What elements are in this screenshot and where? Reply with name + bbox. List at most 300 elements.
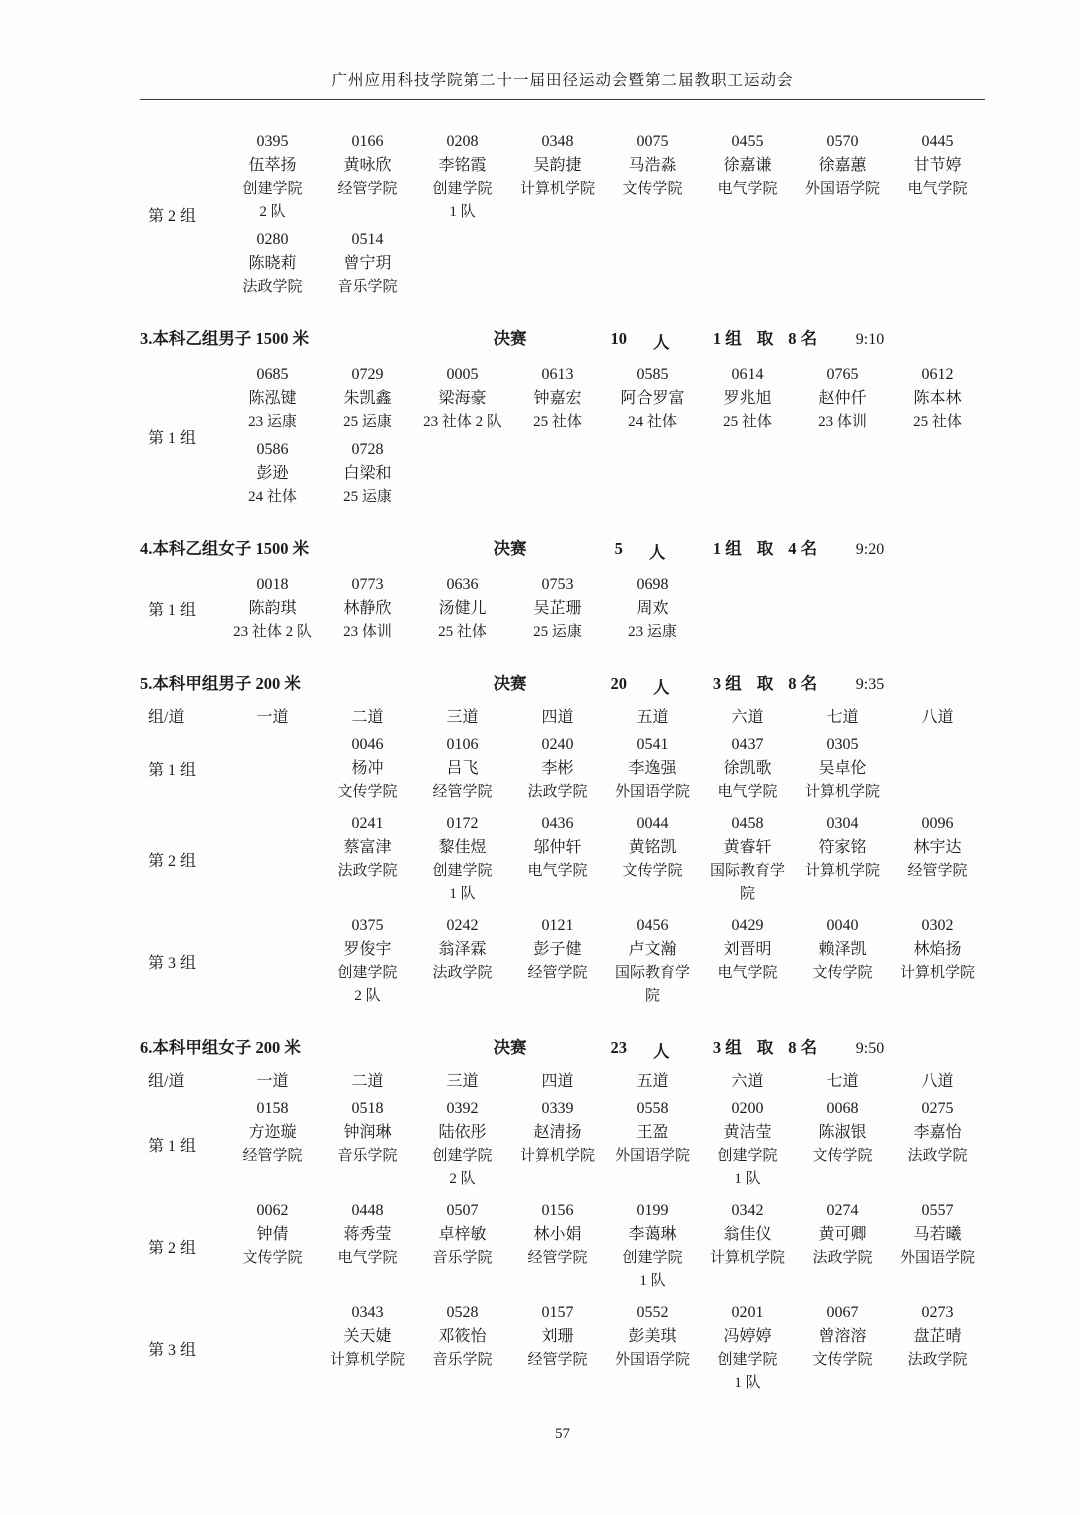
group-label: 第 2 组 — [148, 1239, 197, 1257]
athlete-team: 计算机学院 — [519, 1148, 595, 1164]
entry-cell — [605, 1301, 700, 1372]
bib-number: 0040 — [826, 917, 859, 934]
entry-cell — [510, 1301, 605, 1372]
competitor-group — [140, 359, 985, 513]
entry-cell — [415, 573, 510, 644]
bib-number: 0698 — [636, 576, 669, 593]
group-rows — [225, 569, 985, 648]
athlete-count-block — [590, 329, 690, 353]
lane-header: 四道 — [541, 1073, 574, 1090]
athlete-name: 徐凯歌 — [723, 760, 772, 777]
bib-number: 0585 — [636, 366, 669, 383]
athlete-name: 李蔼琳 — [628, 1226, 677, 1243]
athlete-team: 国际教育学院 — [614, 965, 690, 1004]
entry-cell — [510, 812, 605, 883]
lane-corner-label: 组/道 — [148, 709, 185, 726]
athlete-name: 周欢 — [636, 600, 669, 617]
athlete-team: 25 社体 — [533, 414, 582, 430]
athlete-name: 方迩璇 — [248, 1124, 297, 1141]
athlete-team: 25 运康 — [343, 414, 392, 430]
entry-cell — [890, 1097, 985, 1168]
entry-cell — [700, 1301, 795, 1395]
group-count: 1 组 — [712, 539, 742, 558]
entry-cell — [795, 130, 890, 201]
athlete-count: 5 — [614, 539, 623, 558]
bib-number: 0342 — [731, 1202, 764, 1219]
lane-header: 一道 — [256, 709, 289, 726]
athlete-team: 法政学院 — [242, 279, 303, 295]
athlete-team: 音乐学院 — [337, 1148, 398, 1164]
event-title: 6.本科甲组女子 200 米 — [140, 1038, 301, 1057]
start-time: 9:10 — [855, 331, 885, 348]
count-unit: 人 — [653, 333, 670, 352]
athlete-team: 计算机学院 — [899, 965, 975, 981]
athlete-team: 24 社体 — [628, 414, 677, 430]
lane-header: 二道 — [351, 709, 384, 726]
athlete-team: 电气学院 — [717, 181, 778, 197]
bib-number: 0436 — [541, 815, 574, 832]
entry-cell — [890, 914, 985, 985]
athlete-name: 钟嘉宏 — [533, 390, 582, 407]
athlete-name: 马若曦 — [913, 1226, 962, 1243]
competitor-group — [140, 1093, 985, 1195]
bib-number: 0458 — [731, 815, 764, 832]
lane-header-row — [140, 704, 985, 727]
athlete-team: 计算机学院 — [519, 181, 595, 197]
entry-cell — [795, 914, 890, 985]
bib-number: 0156 — [541, 1202, 574, 1219]
group-rows — [225, 910, 985, 1012]
athlete-team: 文传学院 — [622, 181, 683, 197]
athlete-team: 文传学院 — [622, 863, 683, 879]
event-meta — [140, 325, 985, 353]
athlete-team: 创建学院 1 队 — [432, 863, 493, 902]
athlete-team: 经管学院 — [527, 1250, 588, 1266]
athlete-team: 电气学院 — [907, 181, 968, 197]
take-label: 取 — [756, 674, 774, 693]
bib-number: 0395 — [256, 133, 289, 150]
bib-number: 0765 — [826, 366, 859, 383]
entry-cell — [225, 438, 320, 509]
bib-number: 0586 — [256, 441, 289, 458]
bib-number: 0558 — [636, 1100, 669, 1117]
entry-cell — [320, 812, 415, 883]
entry-row — [225, 914, 985, 1008]
entry-cell — [795, 1199, 890, 1270]
bib-number: 0437 — [731, 736, 764, 753]
athlete-count: 20 — [610, 674, 627, 693]
entry-cell — [415, 1097, 510, 1191]
take-count: 8 名 — [788, 329, 818, 348]
athlete-count: 23 — [610, 1038, 627, 1057]
entry-cell — [605, 130, 700, 201]
count-unit: 人 — [653, 1042, 670, 1061]
athlete-name: 刘晋明 — [723, 941, 772, 958]
bib-number: 0753 — [541, 576, 574, 593]
athlete-name: 黄咏欣 — [343, 157, 392, 174]
competitor-group — [140, 569, 985, 648]
entry-row — [225, 1301, 985, 1395]
athlete-name: 伍萃扬 — [248, 157, 297, 174]
group-label: 第 1 组 — [148, 762, 197, 779]
entry-cell — [320, 228, 415, 299]
entry-row — [225, 228, 985, 299]
bib-number: 0241 — [351, 815, 384, 832]
bib-number: 0541 — [636, 736, 669, 753]
entry-cell — [605, 573, 700, 644]
competitor-group — [140, 1195, 985, 1297]
entry-cell — [700, 130, 795, 201]
group-label: 第 1 组 — [148, 429, 197, 447]
group-count: 1 组 — [712, 329, 742, 348]
athlete-name: 李彬 — [541, 760, 574, 777]
entry-cell — [510, 914, 605, 985]
group-rows — [225, 729, 985, 808]
athlete-name: 盘芷晴 — [913, 1328, 962, 1345]
bib-number: 0429 — [731, 917, 764, 934]
bib-number: 0067 — [826, 1304, 859, 1321]
athlete-team: 外国语学院 — [804, 181, 880, 197]
bib-number: 0375 — [351, 917, 384, 934]
group-rows — [225, 1093, 985, 1195]
event-section — [140, 670, 985, 1012]
bib-number: 0518 — [351, 1100, 384, 1117]
start-time: 9:35 — [855, 676, 885, 693]
athlete-name: 白梁和 — [343, 465, 392, 482]
round-label: 决赛 — [493, 674, 527, 693]
entry-cell — [415, 130, 510, 224]
event-section — [140, 535, 985, 648]
entry-cell — [225, 573, 320, 644]
lane-header: 六道 — [731, 1073, 764, 1090]
take-count: 8 名 — [788, 1038, 818, 1057]
athlete-team: 外国语学院 — [614, 784, 690, 800]
group-label: 第 1 组 — [148, 1137, 197, 1155]
athlete-team: 24 社体 — [248, 489, 297, 505]
group-label: 第 2 组 — [148, 852, 197, 870]
bib-number: 0172 — [446, 815, 479, 832]
athlete-team: 23 社体 2 队 — [233, 624, 312, 640]
bib-number: 0240 — [541, 736, 574, 753]
athlete-name: 罗俊宇 — [343, 941, 392, 958]
entry-cell — [890, 812, 985, 883]
athlete-name: 吴卓伦 — [818, 760, 867, 777]
athlete-team: 外国语学院 — [614, 1148, 690, 1164]
competitor-group — [140, 126, 985, 303]
entry-cell — [415, 1301, 510, 1372]
athlete-team: 音乐学院 — [337, 279, 398, 295]
bib-number: 0614 — [731, 366, 764, 383]
bib-number: 0005 — [446, 366, 479, 383]
athlete-name: 朱凯鑫 — [343, 390, 392, 407]
bib-number: 0773 — [351, 576, 384, 593]
entry-row — [225, 573, 985, 644]
lane-header: 五道 — [636, 709, 669, 726]
athlete-name: 卢文瀚 — [628, 941, 677, 958]
athlete-name: 陈淑银 — [818, 1124, 867, 1141]
athlete-name: 林焰扬 — [913, 941, 962, 958]
entry-cell — [225, 130, 320, 224]
group-label: 第 3 组 — [148, 1341, 197, 1359]
athlete-count: 10 — [610, 329, 627, 348]
athlete-name: 吴韵捷 — [533, 157, 582, 174]
lane-header: 四道 — [541, 709, 574, 726]
bib-number: 0157 — [541, 1304, 574, 1321]
bib-number: 0636 — [446, 576, 479, 593]
group-take-block — [690, 1034, 840, 1058]
bib-number: 0199 — [636, 1202, 669, 1219]
athlete-name: 黄可卿 — [818, 1226, 867, 1243]
entry-cell — [510, 130, 605, 201]
athlete-name: 李逸强 — [628, 760, 677, 777]
bib-number: 0456 — [636, 917, 669, 934]
athlete-name: 林静欣 — [343, 600, 392, 617]
athlete-team: 电气学院 — [527, 863, 588, 879]
event-section — [140, 325, 985, 513]
athlete-name: 陈晓莉 — [248, 255, 297, 272]
athlete-team: 经管学院 — [907, 863, 968, 879]
athlete-team: 法政学院 — [337, 863, 398, 879]
take-count: 4 名 — [788, 539, 818, 558]
bib-number: 0514 — [351, 231, 384, 248]
group-take-block — [690, 535, 840, 559]
athlete-team: 23 体训 — [818, 414, 867, 430]
athlete-team: 电气学院 — [337, 1250, 398, 1266]
entry-cell — [320, 573, 415, 644]
athlete-team: 23 社体 2 队 — [423, 414, 502, 430]
group-rows — [225, 1195, 985, 1297]
bib-number: 0304 — [826, 815, 859, 832]
bib-number: 0275 — [921, 1100, 954, 1117]
lane-header: 八道 — [921, 1073, 954, 1090]
athlete-name: 曾溶溶 — [818, 1328, 867, 1345]
lane-corner-label: 组/道 — [148, 1073, 185, 1090]
bib-number: 0570 — [826, 133, 859, 150]
entry-cell — [415, 733, 510, 804]
athlete-name: 马浩淼 — [628, 157, 677, 174]
athlete-team: 计算机学院 — [804, 784, 880, 800]
athlete-name: 钟润琳 — [343, 1124, 392, 1141]
lane-header: 七道 — [826, 1073, 859, 1090]
bib-number: 0343 — [351, 1304, 384, 1321]
take-label: 取 — [756, 1038, 774, 1057]
round-label: 决赛 — [493, 329, 527, 348]
group-label: 第 3 组 — [148, 954, 197, 972]
bib-number: 0302 — [921, 917, 954, 934]
athlete-team: 25 运康 — [343, 489, 392, 505]
entry-cell — [225, 1097, 320, 1168]
entry-cell — [415, 812, 510, 906]
entry-cell — [320, 733, 415, 804]
bib-number: 0068 — [826, 1100, 859, 1117]
round-label: 决赛 — [493, 539, 527, 558]
athlete-team: 23 运康 — [248, 414, 297, 430]
group-take-block — [690, 670, 840, 694]
bib-number: 0208 — [446, 133, 479, 150]
athlete-name: 甘节婷 — [913, 157, 962, 174]
athlete-team: 创建学院 1 队 — [432, 181, 493, 220]
lane-header: 八道 — [921, 709, 954, 726]
athlete-name: 蒋秀莹 — [343, 1226, 392, 1243]
athlete-name: 徐嘉谦 — [723, 157, 772, 174]
athlete-team: 25 社体 — [723, 414, 772, 430]
entry-cell — [320, 914, 415, 1008]
event-meta — [140, 670, 985, 698]
competitor-group — [140, 1297, 985, 1399]
count-unit: 人 — [653, 678, 670, 697]
athlete-team: 计算机学院 — [804, 863, 880, 879]
competitor-group — [140, 910, 985, 1012]
count-unit: 人 — [648, 543, 666, 562]
entry-cell — [320, 1199, 415, 1270]
athlete-name: 罗兆旭 — [723, 390, 772, 407]
bib-number: 0274 — [826, 1202, 859, 1219]
entry-cell — [795, 1301, 890, 1372]
lane-header: 六道 — [731, 709, 764, 726]
entry-cell — [320, 363, 415, 434]
event-title: 5.本科甲组男子 200 米 — [140, 674, 301, 693]
athlete-team: 电气学院 — [717, 965, 778, 981]
athlete-team: 外国语学院 — [614, 1352, 690, 1368]
athlete-team: 经管学院 — [527, 965, 588, 981]
athlete-team: 文传学院 — [812, 1352, 873, 1368]
document-header-title: 广州应用科技学院第二十一届田径运动会暨第二届教职工运动会 — [140, 68, 985, 100]
bib-number: 0448 — [351, 1202, 384, 1219]
athlete-name: 杨冲 — [351, 760, 384, 777]
bib-number: 0305 — [826, 736, 859, 753]
bib-number: 0685 — [256, 366, 289, 383]
athlete-name: 邬仲轩 — [533, 839, 582, 856]
athlete-team: 25 社体 — [913, 414, 962, 430]
athlete-team: 计算机学院 — [709, 1250, 785, 1266]
athlete-name: 陈泓键 — [248, 390, 297, 407]
entry-cell — [795, 733, 890, 804]
athlete-team: 电气学院 — [717, 784, 778, 800]
bib-number: 0445 — [921, 133, 954, 150]
entry-cell — [320, 438, 415, 509]
bib-number: 0242 — [446, 917, 479, 934]
take-count: 8 名 — [788, 674, 818, 693]
bib-number: 0106 — [446, 736, 479, 753]
athlete-count-block — [590, 674, 690, 698]
entry-row — [225, 1097, 985, 1191]
round-label: 决赛 — [493, 1038, 527, 1057]
athlete-name: 彭子健 — [533, 941, 582, 958]
event-title: 3.本科乙组男子 1500 米 — [140, 329, 310, 348]
bib-number: 0528 — [446, 1304, 479, 1321]
athlete-name: 梁海豪 — [438, 390, 487, 407]
entry-cell — [890, 130, 985, 201]
athlete-name: 翁泽霖 — [438, 941, 487, 958]
bib-number: 0557 — [921, 1202, 954, 1219]
entry-cell — [700, 1097, 795, 1191]
athlete-name: 陈本林 — [913, 390, 962, 407]
lane-header: 三道 — [446, 1073, 479, 1090]
athlete-team: 国际教育学院 — [709, 863, 785, 902]
athlete-team: 音乐学院 — [432, 1250, 493, 1266]
events-list — [140, 100, 985, 1399]
bib-number: 0200 — [731, 1100, 764, 1117]
athlete-name: 翁佳仪 — [723, 1226, 772, 1243]
entry-cell — [510, 1097, 605, 1168]
entry-cell — [320, 130, 415, 201]
entry-row — [225, 1199, 985, 1293]
athlete-team: 文传学院 — [242, 1250, 303, 1266]
entry-cell — [890, 1301, 985, 1372]
entry-cell — [700, 733, 795, 804]
athlete-team: 文传学院 — [812, 1148, 873, 1164]
bib-number: 0158 — [256, 1100, 289, 1117]
athlete-name: 陆依彤 — [438, 1124, 487, 1141]
event-meta — [140, 1034, 985, 1062]
athlete-name: 黎佳煜 — [438, 839, 487, 856]
lane-header: 二道 — [351, 1073, 384, 1090]
group-take-block — [690, 325, 840, 349]
athlete-team: 音乐学院 — [432, 1352, 493, 1368]
athlete-team: 文传学院 — [337, 784, 398, 800]
athlete-team: 创建学院 2 队 — [242, 181, 303, 220]
athlete-team: 法政学院 — [432, 965, 493, 981]
entry-cell — [605, 1199, 700, 1293]
entry-cell — [510, 573, 605, 644]
entry-cell — [795, 363, 890, 434]
bib-number: 0075 — [636, 133, 669, 150]
entry-cell — [415, 914, 510, 985]
athlete-name: 吕飞 — [446, 760, 479, 777]
group-rows — [225, 126, 985, 303]
athlete-name: 黄洁莹 — [723, 1124, 772, 1141]
event-section — [140, 126, 985, 303]
entry-row — [225, 363, 985, 434]
bib-number: 0728 — [351, 441, 384, 458]
athlete-team: 创建学院 2 队 — [432, 1148, 493, 1187]
athlete-name: 蔡富津 — [343, 839, 392, 856]
athlete-team: 25 社体 — [438, 624, 487, 640]
athlete-team: 法政学院 — [527, 784, 588, 800]
group-label: 第 1 组 — [148, 602, 197, 619]
take-label: 取 — [756, 539, 774, 558]
bib-number: 0455 — [731, 133, 764, 150]
entry-cell — [605, 1097, 700, 1168]
athlete-name: 赖泽凯 — [818, 941, 867, 958]
athlete-team: 23 体训 — [343, 624, 392, 640]
athlete-team: 计算机学院 — [329, 1352, 405, 1368]
entry-row — [225, 812, 985, 906]
athlete-name: 汤健儿 — [438, 600, 487, 617]
take-label: 取 — [756, 329, 774, 348]
bib-number: 0062 — [256, 1202, 289, 1219]
entry-row — [225, 733, 985, 804]
group-count: 3 组 — [712, 674, 742, 693]
athlete-name: 钟倩 — [256, 1226, 289, 1243]
athlete-name: 赵清扬 — [533, 1124, 582, 1141]
athlete-team: 创建学院 2 队 — [337, 965, 398, 1004]
athlete-name: 黄睿轩 — [723, 839, 772, 856]
entry-cell — [605, 812, 700, 883]
bib-number: 0044 — [636, 815, 669, 832]
lane-header: 七道 — [826, 709, 859, 726]
athlete-team: 法政学院 — [907, 1148, 968, 1164]
athlete-name: 邓筱怡 — [438, 1328, 487, 1345]
bib-number: 0507 — [446, 1202, 479, 1219]
bib-number: 0348 — [541, 133, 574, 150]
group-rows — [225, 808, 985, 910]
entry-cell — [415, 1199, 510, 1270]
athlete-name: 陈韵琪 — [248, 600, 297, 617]
lane-header: 三道 — [446, 709, 479, 726]
lane-header: 一道 — [256, 1073, 289, 1090]
bib-number: 0121 — [541, 917, 574, 934]
